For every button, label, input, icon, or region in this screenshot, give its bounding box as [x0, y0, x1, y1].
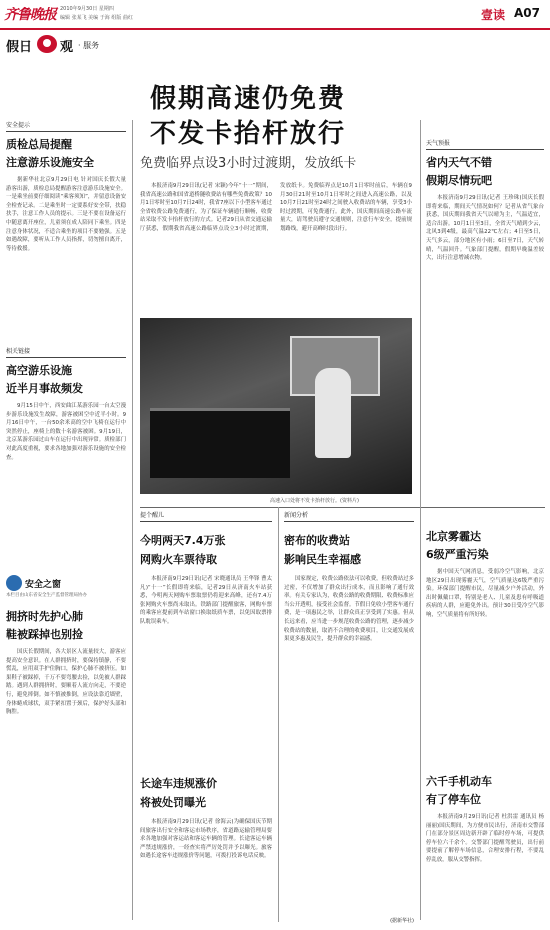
article-body: 本报济南9月29日讯(记者 王珍珠)国庆长假即将来临，期间天气情况如何？记者从省气象台获悉，国庆期间我省天气以晴为主，气温适宜，适合出游。10月1日至3日，全省天气晴到少云，北风3到4级，最高气温22℃左右；4日至5日，天气多云，部分地区有小雨；6日至7日，天气转晴，气温回升。气象部门提醒，假期早晚温差较大，出行注意增减衣物。: [426, 195, 544, 262]
main-headline-line2: 不发卡抬杆放行: [150, 119, 347, 149]
column-header: [6, 34, 166, 56]
headline-line1: 今明两天7.4万张: [140, 534, 226, 547]
headline-line1: 质检总局提醒: [6, 138, 72, 151]
newspaper-logo: 齐鲁晚报: [4, 7, 56, 23]
headline-line2: 6级严重污染: [426, 548, 489, 561]
headline-line2: 注意游乐设施安全: [6, 156, 94, 169]
headline-line1: 高空游乐设施: [6, 364, 72, 377]
mid-article-3: [284, 512, 414, 924]
headline-line2: 鞋被踩掉也别捡: [6, 628, 83, 641]
article-body: 9月15日中午，西安曲江某游乐园一台太空漫步游乐设施发生故障，游客被困空中近半小时。9月16日中午，一台50余米高的空中飞椅在运行中突然停止，座椅上的数十名游客被困。9月19日，北京某游乐园过山车在运行中出现异常。质检部门对此高度重视，要求各地加强对游乐设施的安全检查。: [6, 403, 126, 461]
headline-line2: 将被处罚曝光: [140, 796, 206, 809]
editor-line: 编辑 张某飞 美编 于海 组版 曲红: [60, 15, 133, 21]
main-article-body: [140, 182, 412, 312]
headline-line2: 近半月事故频发: [6, 382, 83, 395]
right-article-3: [426, 773, 544, 923]
toll-worker: [315, 368, 351, 458]
section-label: 安全提示: [6, 122, 126, 132]
article-body: 据中国天气网消息，受弱冷空气影响，北京地区29日出现雾霾天气，空气质量达6级严重污染。环保部门提醒市民，尽量减少户外活动，外出时佩戴口罩，特别是老人、儿童及患有呼吸道疾病的人群，应避免外出。预计30日受冷空气影响，空气质量将有所好转。: [426, 569, 544, 618]
tollgate-photo: [140, 318, 412, 494]
headline-line2: 假期尽情玩吧: [426, 174, 492, 187]
column-divider-right: [420, 120, 421, 920]
safety-badge: [6, 575, 126, 591]
section-label: 相关链接: [6, 348, 126, 358]
column-divider-left: [132, 120, 133, 920]
article-body: 本报济南9月29日讯(记者 杜洪雷 通讯员 杨丽丽)国庆期间，为方便市民出行，济南市交警部门在部分景区周边新开辟了临时停车场，可提供停车位六千余个。交警部门提醒驾驶员，出行前要提前了解停车场信息，合理安排行程，不要乱停乱放，服从交警指挥。: [426, 814, 544, 863]
headline-line1: 北京雾霾达: [426, 530, 481, 543]
page-number: A07: [514, 6, 540, 20]
right-article-1: [426, 140, 544, 514]
headline-line2: 网购火车票待取: [140, 553, 217, 566]
article-body: 本报济南9月29日讯(记者 宋颖)今年“十一”期间，我省高速公路和国省道桥隧收费站有哪些免费政策？10月1日零时至10月7日24时，我省7座以下小型客车通过全省收费公路免费通行，为了保证车辆通行顺畅，收费站采取不发卡抬杆放行的方式。记者29日从省交通运输厅获悉，假期我省高速公路临界点设立3小时过渡期，发放纸卡。免费临界点是10月1日零时前后，车辆在9月30日21时至10月1日零时之间进入高速公路，以及10月7日21时至24时之间驶入收费站的车辆，享受3小时过渡期，可免费通行。此外，国庆期间高速公路车流量大，请驾驶员遵守交通规则，注意行车安全，提前规划路线，避开高峰时段出行。: [140, 183, 412, 232]
left-article-2: [6, 348, 126, 502]
main-subheadline: 免费临界点设3小时过渡期，发放纸卡: [140, 156, 357, 171]
headline-line1: 六千手机动车: [426, 775, 492, 788]
article-body: 据新华社北京9月29日电 针对国庆长假大量游客出游，质检总局提醒游客注意游乐设施安全。一是乘坐前要仔细阅读“乘客须知”，并留意设备安全检查记录。二是乘坐时一定要系好安全带，扶稳扶手，注意工作人员的提示。三是不要在设备运行中随意离开座位，儿童须在成人陪同下乘坐。四是注意身体状况，不适合乘坐的项目不要勉强。五是如遇故障，要听从工作人员指挥，切勿擅自离开，等待救援。: [6, 177, 126, 252]
mid-article-2: [140, 775, 272, 930]
masthead: [0, 0, 550, 28]
column-title: 假日: [6, 40, 33, 55]
section-label: 提个醒儿: [140, 512, 272, 522]
date-line: 2010年9月30日 星期四: [60, 6, 114, 12]
left-article-1: [6, 122, 126, 341]
article-body: 国庆长假期间，各大景区人流量较大，游客应提高安全意识。在人群拥挤时，要保持镇静，不要慌乱，应用双手护住胸口，保护心肺不被挤压。如果鞋子被踩掉，千万不要弯腰去捡，以免被人群踩踏。遇到人群拥挤时，要顺着人流方向走，不要逆行，避免摔倒。如不慎被推倒，应设法靠近墙壁，身体蜷成球状，双手紧扣置于颈后，保护好头部和胸腔。: [6, 649, 126, 716]
masthead-rule: [0, 28, 550, 30]
brand-label: 壹读: [481, 8, 506, 22]
column-eye-pupil-icon: [43, 39, 51, 47]
badge-title: 安全之窗: [25, 579, 62, 590]
mid-article-1: [140, 512, 272, 765]
article-body: 本报济南9月29日讯(记者 徐海云)为确保国庆节期间旅客出行安全和客运市场秩序，省道路运输管理局要求各地加强对客运站和客运车辆的管理。长途客运车辆严禁违规涨价，一经查实将严厉处罚并予以曝光。旅客如遇长途客车违规涨价等问题，可拨打投诉电话反映。: [140, 819, 272, 860]
headline-line1: 省内天气不错: [426, 156, 492, 169]
footnote: (据新华社): [390, 918, 414, 924]
headline-line2: 影响民生幸福感: [284, 553, 361, 566]
article-body: 本报济南9月29日讯(记者 宋晓通讯员 王华锋 曹太凡)“十一”长假即将来临，记者29日从济南火车站获悉，今明两天网购车票取票仍将迎来高峰，还有7.4万张网购火车票尚未取出。铁路部门提醒旅客，网购车票的乘客应提前到车站窗口换取纸质车票，以免因取票排队耽误乘车。: [140, 576, 272, 625]
column-subtitle: · 服务: [78, 41, 100, 50]
column-title-suffix: 观: [60, 40, 74, 55]
left-article-3: [6, 575, 126, 898]
car-window: [150, 408, 290, 478]
right-article-2: [426, 528, 544, 758]
safety-shield-icon: [6, 575, 22, 591]
section-label: 新闻分析: [284, 512, 414, 522]
headline-line1: 长途车违规涨价: [140, 777, 217, 790]
headline-line1: 拥挤时先护心肺: [6, 610, 83, 623]
main-headline-line1: 假期高速仍免费: [150, 84, 347, 114]
column-divider-mid: [278, 507, 279, 922]
photo-caption: 高速入口处将不发卡抬杆放行。(资料片): [270, 498, 359, 504]
headline-line1: 密布的收费站: [284, 534, 350, 547]
badge-subtitle: 本栏目由山东省安全生产监督管理局协办: [6, 593, 87, 598]
headline-line2: 有了停车位: [426, 793, 481, 806]
section-label: 天气预报: [426, 140, 544, 150]
article-body: 国家规定，收费公路依法可以收费，但收费站过多过密，不仅增加了群众出行成本，而且影响了通行效率。有关专家认为，收费公路的收费期限、收费标准应当公开透明，接受社会监督。节假日免收小型客车通行费，是一项惠民之举，让群众真正享受到了实惠。但从长远来看，应当进一步规范收费公路的管理，逐步减少收费站的数量，取消不合理的收费项目，让交通发展成果更多惠及民生，提升群众的幸福感。: [284, 576, 414, 643]
